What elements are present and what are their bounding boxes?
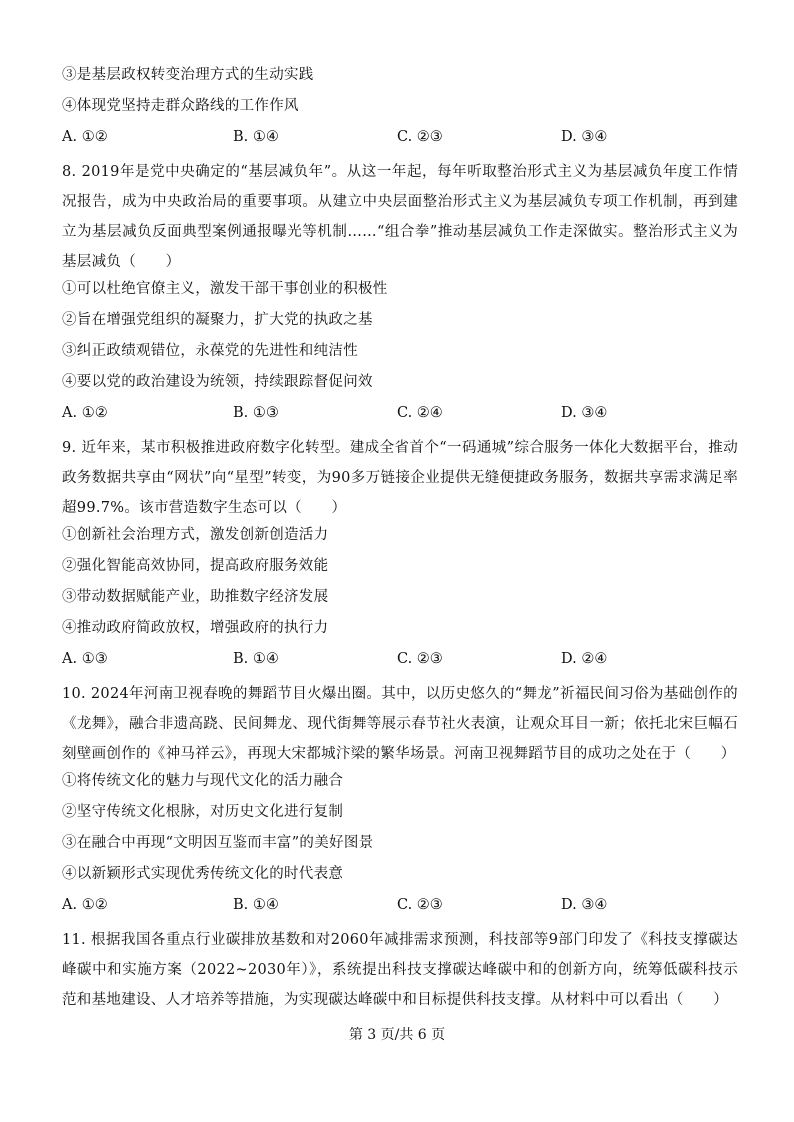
answer-statement: ③是基层政权转变治理方式的生动实践 [62, 67, 314, 83]
answer-statement: ②旨在增强党组织的凝聚力，扩大党的执政之基 [62, 312, 373, 328]
answer-statement: ④要以党的政治建设为统领，持续跟踪督促问效 [62, 374, 373, 390]
answer-statement: ③带动数据赋能产业，助推数字经济发展 [62, 589, 329, 605]
answer-statement: ①将传统文化的魅力与现代文化的活力融合 [62, 773, 344, 789]
option-b: B. ①④ [233, 651, 279, 667]
answer-statement: ③在融合中再现“文明因互鉴而丰富”的美好图景 [62, 835, 374, 851]
question-11-stem: 11. 根据我国各重点行业碳排放基数和对2060年减排需求预测，科技部等9部门印发了《科技支撑碳达峰碳中和实施方案（2022~2030年）》，系统提出科技支撑碳达峰碳中和的创新方向，统筹低碳科技示范和基地建设、人才培养等措施，为实现碳达峰碳中和目标提供科技支撑。从材料中可以看出（ ） [62, 932, 738, 1008]
question-8-stem: 8. 2019年是党中央确定的“基层减负年”。从这一年起，每年听取整治形式主义为基层减负年度工作情况报告，成为中央政治局的重要事项。从建立中央层面整治形式主义为基层减负专项工作机制，再到建立为基层减负反面典型案例通报曝光等机制……“组合拳”推动基层减负工作走深做实。整治形式主义为基层减负（ ） [62, 164, 738, 270]
option-row [62, 648, 738, 670]
option-d: D. ②④ [561, 651, 608, 667]
option-d: D. ③④ [561, 405, 608, 421]
option-b: B. ①③ [233, 405, 279, 421]
answer-statement: ③纠正政绩观错位，永葆党的先进性和纯洁性 [62, 343, 358, 359]
answer-statement: ①创新社会治理方式，激发创新创造活力 [62, 527, 329, 543]
option-a: A. ①② [62, 405, 108, 421]
option-d: D. ③④ [561, 129, 608, 145]
answer-statement: ②强化智能高效协同，提高政府服务效能 [62, 558, 329, 574]
answer-statement: ④体现党坚持走群众路线的工作作风 [62, 98, 299, 114]
option-a: A. ①② [62, 897, 108, 913]
option-a: A. ①② [62, 129, 108, 145]
answer-statement: ④推动政府简政放权，增强政府的执行力 [62, 620, 329, 636]
option-c: C. ②③ [397, 897, 443, 913]
answer-statement: ②坚守传统文化根脉，对历史文化进行复制 [62, 804, 344, 820]
option-b: B. ①④ [233, 129, 279, 145]
question-9-stem: 9. 近年来，某市积极推进政府数字化转型。建成全省首个“一码通城”综合服务一体化大数据平台，推动政务数据共享由“网状”向“星型”转变，为90多万链接企业提供无缝便捷政务服务，数据共享需求满足率超99.7%。该市营造数字生态可以（ ） [62, 440, 738, 516]
option-a: A. ①③ [62, 651, 108, 667]
option-c: C. ②④ [397, 405, 443, 421]
exam-page [62, 64, 738, 1016]
question-10-stem: 10. 2024年河南卫视春晚的舞蹈节目火爆出圈。其中，以历史悠久的“舞龙”祈福民间习俗为基础创作的《龙舞》，融合非遗高跷、民间舞龙、现代街舞等展示春节社火表演，让观众耳目一新；依托北宋巨幅石刻壁画创作的《神马祥云》，再现大宋都城汴梁的繁华场景。河南卫视舞蹈节目的成功之处在于（ ） [62, 686, 738, 762]
option-row [62, 126, 738, 148]
option-row [62, 894, 738, 916]
option-c: C. ②③ [397, 129, 443, 145]
page-footer: 第 3 页/共 6 页 [348, 1027, 446, 1043]
option-d: D. ③④ [561, 897, 608, 913]
answer-statement: ④以新颖形式实现优秀传统文化的时代表意 [62, 866, 344, 882]
option-c: C. ②③ [397, 651, 443, 667]
answer-statement: ①可以杜绝官僚主义，激发干部干事创业的积极性 [62, 281, 388, 297]
option-row [62, 402, 738, 424]
option-b: B. ①④ [233, 897, 279, 913]
